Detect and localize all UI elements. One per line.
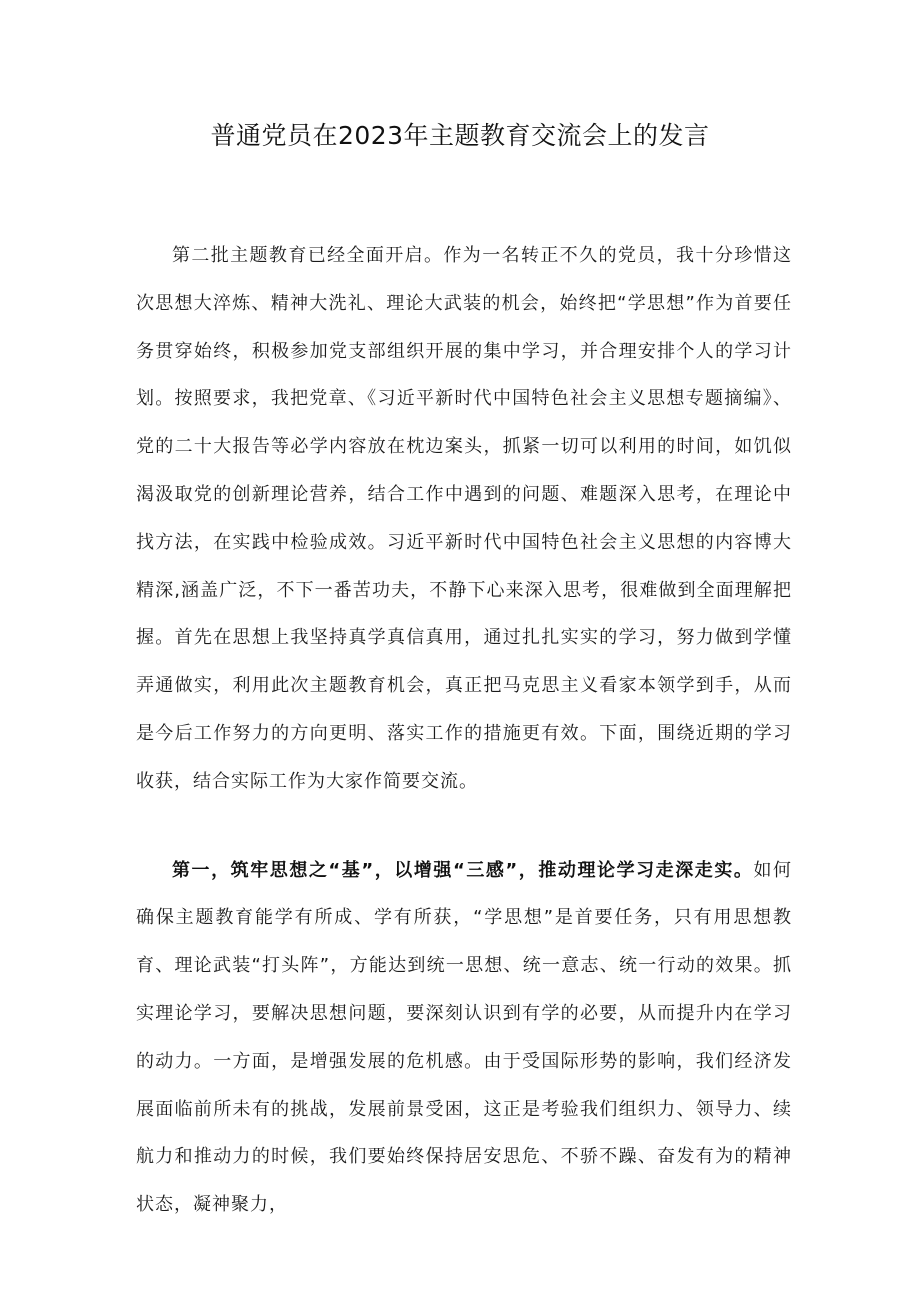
paragraph-lead: 第一，筑牢思想之“基”，以增强“三感”，推动理论学习走深走实。 [172, 859, 754, 881]
paragraph-first-point [136, 847, 792, 1229]
paragraph-intro [136, 232, 792, 806]
paragraph-text: 第二批主题教育已经全面开启。作为一名转正不久的党员，我十分珍惜这次思想大淬炼、精神大洗礼、理论大武装的机会，始终把“学思想”作为首要任务贯穿始终，积极参加党支部组织开展的集中学习，并合理安排个人的学习计划。按照要求，我把党章、《习近平新时代中国特色社会主义思想专题摘编》、党的二十大报告等必学内容放在枕边案头，抓紧一切可以利用的时间，如饥似渴汲取党的创新理论营养，结合工作中遇到的问题、难题深入思考，在理论中找方法，在实践中检验成效。习近平新时代中国特色社会主义思想的内容博大精深,涵盖广泛，不下一番苦功夫，不静下心来深入思考，很难做到全面理解把握。首先在思想上我坚持真学真信真用，通过扎扎实实的学习，努力做到学懂弄通做实，利用此次主题教育机会，真正把马克思主义看家本领学到手，从而是今后工作努力的方向更明、落实工作的措施更有效。下面，围绕近期的学习收获，结合实际工作为大家作简要交流。 [136, 245, 792, 792]
document-title: 普通党员在2023年主题教育交流会上的发言 [210, 121, 710, 150]
paragraph-text: 如何确保主题教育能学有所成、学有所获，“学思想”是首要任务，只有用思想教育、理论武装“打头阵”，方能达到统一思想、统一意志、统一行动的效果。抓实理论学习，要解决思想问题，要深刻认识到有学的必要，从而提升内在学习的动力。一方面，是增强发展的危机感。由于受国际形势的影响，我们经济发展面临前所未有的挑战，发展前景受困，这正是考验我们组织力、领导力、续航力和推动力的时候，我们要始终保持居安思危、不骄不躁、奋发有为的精神状态，凝神聚力， [136, 859, 792, 1216]
document-body [136, 232, 792, 1229]
